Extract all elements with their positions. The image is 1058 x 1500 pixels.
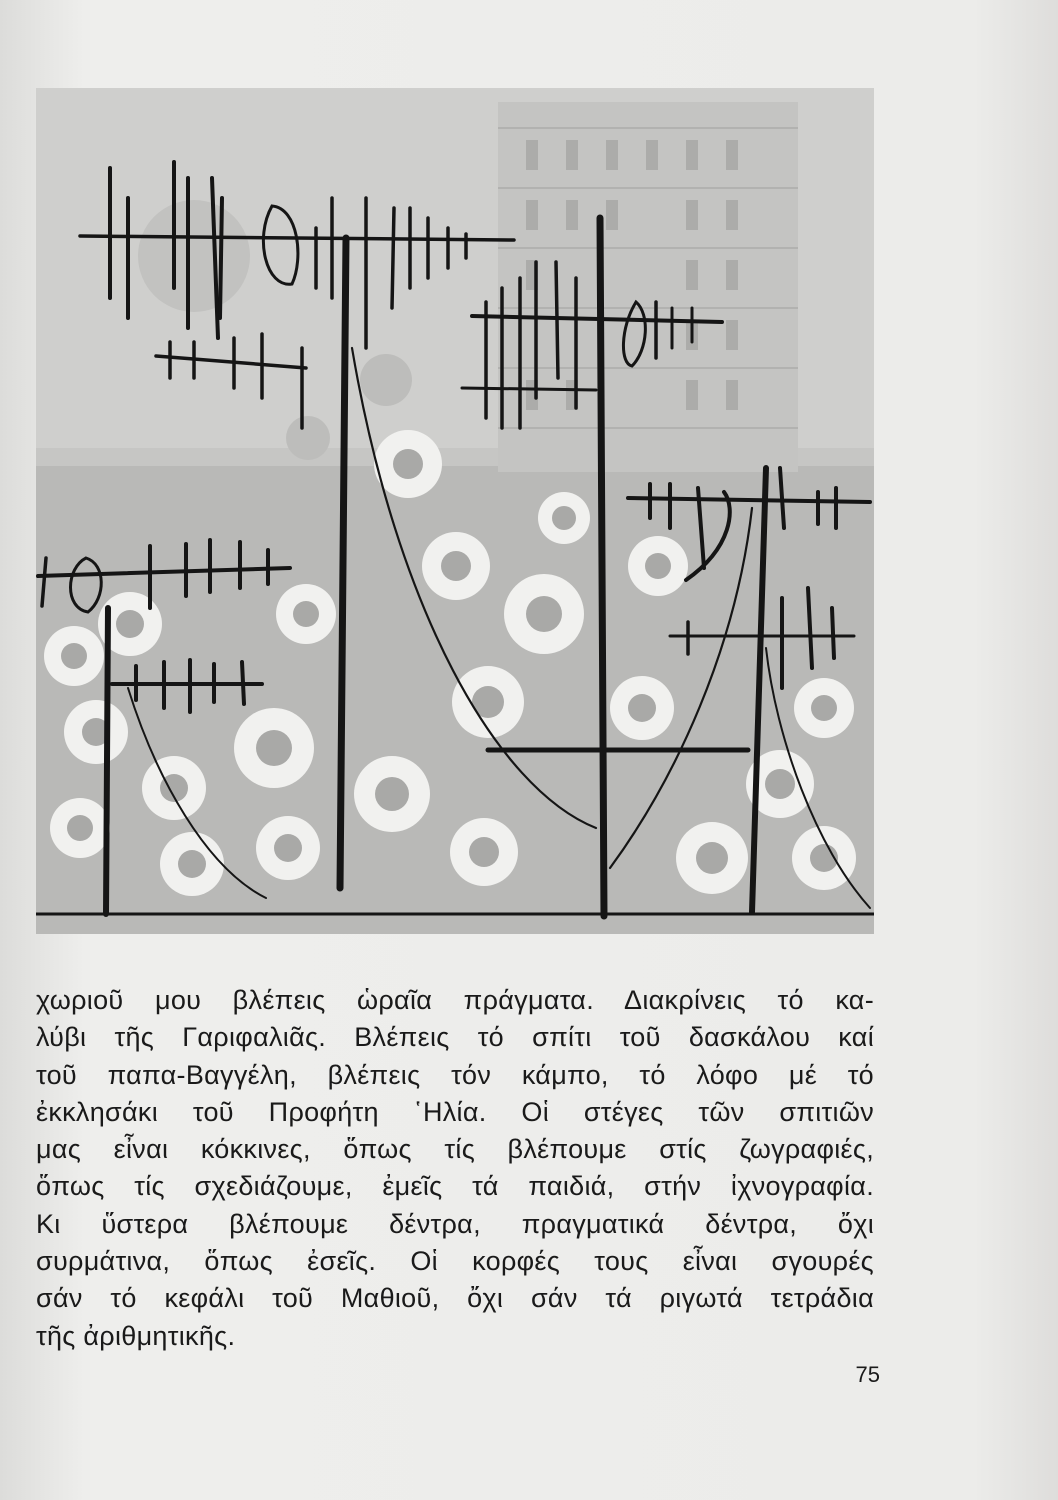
paragraph-line: τοῦ παπα-Βαγγέλη, βλέπεις τόν κάμπο, τό λόφο μέ τό [36, 1059, 874, 1090]
paragraph-line: μας εἶναι κόκκινες, ὅπως τίς βλέπουμε στίς ζωγραφιές, [36, 1134, 874, 1165]
paragraph-line: Κι ὕστερα βλέπουμε δέντρα, πραγματικά δέντρα, ὄχι [36, 1208, 874, 1239]
paragraph-line: λύβι τῆς Γαριφαλιᾶς. Βλέπεις τό σπίτι τοῦ δασκάλου καί [36, 1022, 874, 1053]
paragraph-line: ὅπως τίς σχεδιάζουμε, ἐμεῖς τά παιδιά, στήν ἰχνογραφία. [36, 1171, 874, 1202]
paragraph-line: ἐκκλησάκι τοῦ Προφήτη ῾Ηλία. Οἱ στέγες τῶν σπιτιῶν [36, 1096, 874, 1127]
antenna-illustration [36, 88, 874, 934]
body-paragraph [36, 982, 874, 1355]
paragraph-line: χωριοῦ μου βλέπεις ὡραῖα πράγματα. Διακρίνεις τό κα- [36, 985, 874, 1015]
page-number: 75 [855, 1362, 880, 1387]
paragraph-line: τῆς ἀριθμητικῆς. [36, 1320, 236, 1351]
paragraph-line: σάν τό κεφάλι τοῦ Μαθιοῦ, ὄχι σάν τά ριγωτά τετράδια [36, 1283, 874, 1314]
paragraph-line: συρμάτινα, ὅπως ἐσεῖς. Οἱ κορφές τους εἶναι σγουρές [36, 1246, 874, 1277]
illustration-drawing [36, 88, 874, 934]
